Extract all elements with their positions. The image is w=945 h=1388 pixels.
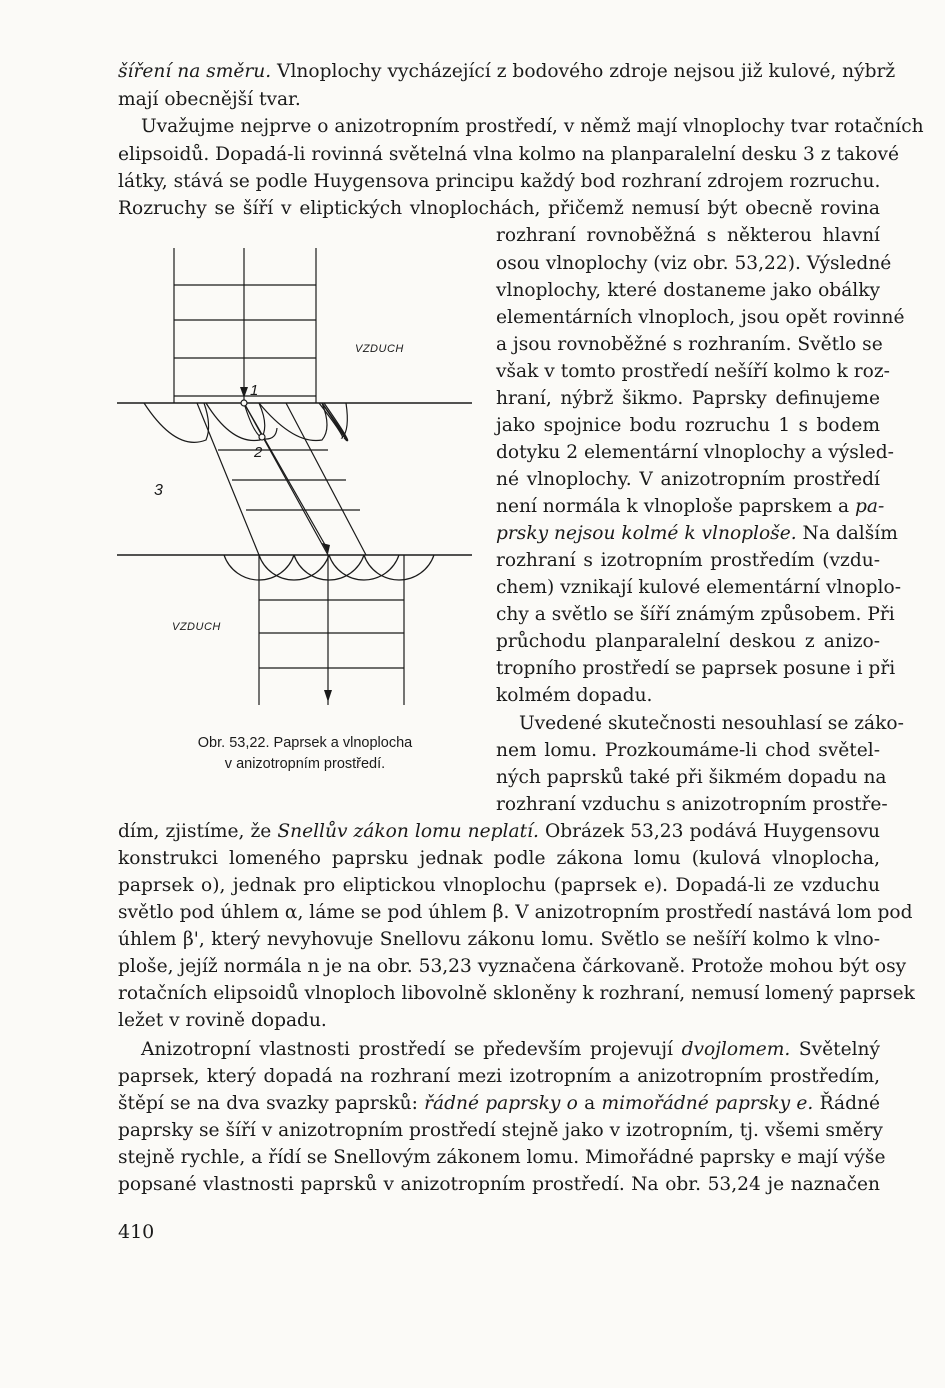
text-line: Rozruchy se šíří v eliptických vlnoplochách, přičemž nemusí být obecně rovina [118,198,880,219]
text-line: rozhraní vzduchu s anizotropním prostře- [496,794,888,815]
text-line: rozhraní rovnoběžná s některou hlavní [496,225,880,246]
text-line: prsky nejsou kolmé k vlnoploše. Na dalším [496,523,898,544]
italic-phrase: Snellův zákon lomu neplatí. [277,821,539,842]
figure-caption-line: Obr. 53,22. Paprsek a vlnoplocha [197,735,413,751]
italic-phrase: dvojlomem. [681,1039,791,1060]
text-line: mají obecnější tvar. [118,89,301,110]
figure-ray-wavefront [114,240,484,715]
label-point-2: 2 [254,444,263,461]
text-line: dotyku 2 elementární vlnoplochy a výsled- [496,442,894,463]
italic-phrase: prsky nejsou kolmé k vlnoploše. [496,523,797,544]
text-line: a jsou rovnoběžné s rozhraním. Světlo se [496,334,883,355]
text-line: elipsoidů. Dopadá-li rovinná světelná vlna kolmo na planparalelní desku 3 z takové [118,144,899,165]
text-line: paprsky se šíří v anizotropním prostředí stejně jako v izotropním, tj. všemi směry [118,1120,883,1141]
text-line: úhlem β', který nevyhovuje Snellovu zákonu lomu. Světlo se nešíří kolmo k vlno- [118,929,880,950]
text-line: ploše, jejíž normála n je na obr. 53,23 vyznačena čárkovaně. Protože mohou být osy [118,956,907,977]
text-line: chy a světlo se šíří známým způsobem. Při [496,604,895,625]
text-line: vlnoplochy, které dostaneme jako obálky [496,280,880,301]
text-line: nem lomu. Prozkoumáme-li chod světel- [496,740,880,761]
text-line: průchodu planparalelní deskou z anizo- [496,631,880,652]
text-line: však v tomto prostředí nešíří kolmo k roz- [496,361,890,382]
text-line: paprsek, který dopadá na rozhraní mezi izotropním a anizotropním prostředím, [118,1066,880,1087]
text-line: šíření na směru. Vlnoplochy vycházející z bodového zdroje nejsou již kulové, nýbrž [118,61,896,82]
ray-in-plate [244,403,328,550]
text-line: konstrukci lomeného paprsku jednak podle zákona lomu (kulová vlnoplocha, [118,848,880,869]
upper-air-grid [174,248,316,403]
text-line: není normála k vlnoploše paprskem a pa- [496,496,885,517]
text-line: né vlnoplochy. V anizotropním prostředí [496,469,880,490]
text-line: světlo pod úhlem α, lámе se pod úhlem β. V anizotropním prostředí nastává lom pod [118,902,913,923]
page-number: 410 [118,1221,155,1243]
label-point-1: 1 [250,382,259,399]
text-line: látky, stává se podle Huygensova principu každý bod rozhraní zdrojem rozruchu. [118,171,881,192]
text-line: jako spojnice bodu rozruchu 1 s bodem [496,415,880,436]
text-line: Uvedené skutečnosti nesouhlasí se záko- [519,713,904,734]
text-line: dím, zjistíme, že Snellův zákon lomu neplatí. Obrázek 53,23 podává Huygensovu [118,821,880,842]
figure-caption-line: v anizotropním prostředí. [224,756,386,772]
text-line: osou vlnoplochy (viz obr. 53,22). Výsledné [496,253,892,274]
label-plate: 3 [154,482,163,499]
text-line: stejně rychle, a řídí se Snellovým zákonem lomu. Mimořádné paprsky e mají výše [118,1147,886,1168]
text-line: chem) vznikají kulové elementární vlnoplo- [496,577,901,598]
text-line: elementárních vlnoploch, jsou opět rovinné [496,307,905,328]
elliptic-wavelets [144,403,348,442]
arrow-head [324,690,332,702]
text-line: paprsek o), jednak pro eliptickou vlnoplochu (paprsek e). Dopadá-li ze vzduchu [118,875,880,896]
text-line: rotačních elipsoidů vlnoploch libovolně skloněny k rozhraní, nemusí lomený paprsek [118,983,915,1004]
text-line: Uvažujme nejprve o anizotropním prostředí, v němž mají vlnoplochy tvar rotačních [141,116,924,137]
text-line: rozhraní s izotropním prostředím (vzdu- [496,550,880,571]
text-line: štěpí se na dva svazky paprsků: řádné paprsky o a mimořádné paprsky e. Řádné [118,1093,880,1114]
italic-phrase: šíření na směru. [118,61,272,82]
point-1 [241,400,247,406]
text-line: ležet v rovině dopadu. [118,1010,327,1031]
label-air-top: VZDUCH [355,343,404,355]
text-line: popsané vlastnosti paprsků v anizotropním prostředí. Na obr. 53,24 je naznačen [118,1174,880,1195]
text-line: tropního prostředí se paprsek posune i při [496,658,896,679]
point-2 [259,434,265,440]
spherical-wavelets [224,555,434,580]
text-line: Anizotropní vlastnosti prostředí se především projevují dvojlomem. Světelný [141,1039,880,1060]
text-line: kolmém dopadu. [496,685,653,706]
text-line: ných paprsků také při šikmém dopadu na [496,767,887,788]
text-line: hraní, nýbrž šikmo. Paprsky definujeme [496,388,880,409]
label-air-bottom: VZDUCH [172,621,221,633]
